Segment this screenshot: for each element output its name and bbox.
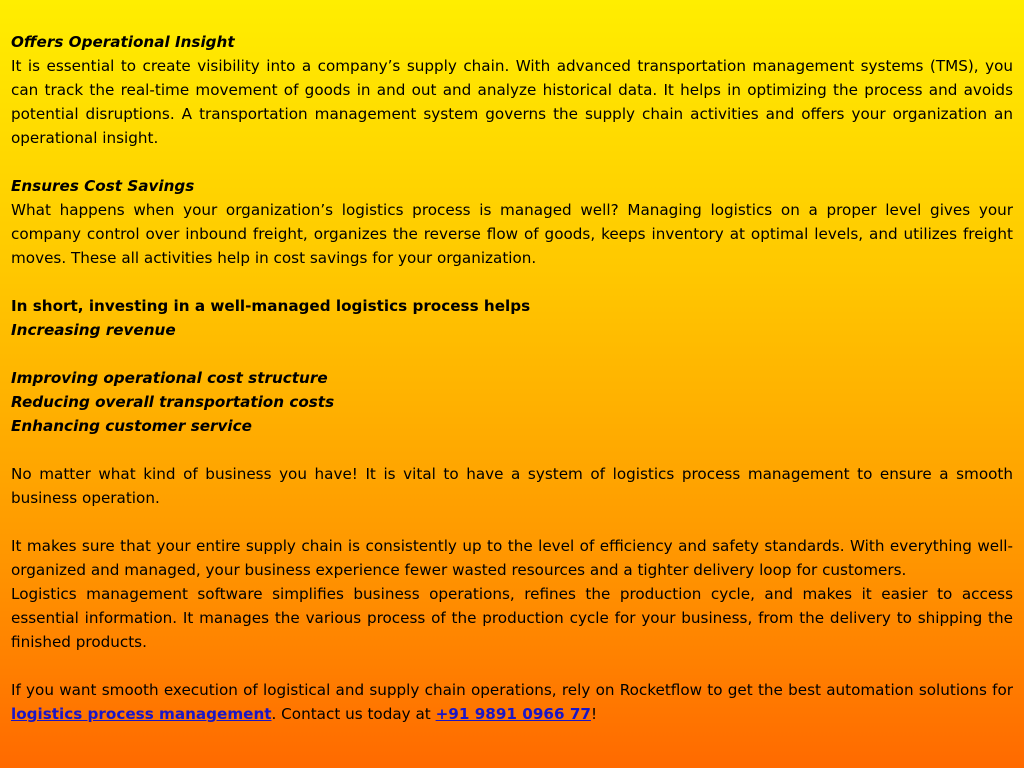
spacer (11, 510, 1013, 534)
section-heading-cost-savings: Ensures Cost Savings (11, 177, 195, 195)
spacer (11, 342, 1013, 366)
section-body-cost-savings: What happens when your organization’s logistics process is managed well? Managing logistics on a proper level gives your company control over inbound freight, organizes the reverse flow of goods, keeps inventory at optimal levels, and utilizes freight moves. These all activities help in cost savings for your organization. (11, 201, 1013, 267)
section-heading-operational-insight: Offers Operational Insight (11, 33, 235, 51)
logistics-process-management-link[interactable]: logistics process management (11, 705, 272, 723)
spacer (11, 654, 1013, 678)
paragraph-vital-system: No matter what kind of business you have! It is vital to have a system of logistics process management to ensure a smooth business operation. (11, 465, 1013, 507)
cta-text-middle: . Contact us today at (271, 705, 436, 723)
phone-number-link[interactable]: +91 9891 0966 77 (435, 705, 591, 723)
cta-text-before: If you want smooth execution of logistical and supply chain operations, rely on Rocketflow to get the best automation solutions for (11, 681, 1013, 699)
paragraph-software: Logistics management software simplifies business operations, refines the production cycle, and makes it easier to access essential information. It manages the various process of the production cycle for your business, from the delivery to shipping the finished products. (11, 585, 1013, 651)
summary-item-customer-service: Enhancing customer service (11, 417, 252, 435)
call-to-action (11, 678, 1013, 726)
cta-text-after: ! (590, 705, 598, 723)
spacer (11, 150, 1013, 174)
summary-intro: In short, investing in a well-managed logistics process helps (11, 297, 531, 315)
paragraph-supply-chain: It makes sure that your entire supply chain is consistently up to the level of efficiency and safety standards. With everything well-organized and managed, your business experience fewer wasted resources and a tighter delivery loop for customers. (11, 537, 1013, 579)
slide-content (11, 30, 1013, 726)
spacer (11, 438, 1013, 462)
summary-item-cost-structure: Improving operational cost structure (11, 369, 328, 387)
section-body-operational-insight: It is essential to create visibility into a company’s supply chain. With advanced transportation management systems (TMS), you can track the real-time movement of goods in and out and analyze historical data. It helps in optimizing the process and avoids potential disruptions. A transportation management system governs the supply chain activities and offers your organization an operational insight. (11, 57, 1013, 147)
spacer (11, 270, 1013, 294)
summary-item-transportation-costs: Reducing overall transportation costs (11, 393, 335, 411)
summary-item-revenue: Increasing revenue (11, 321, 176, 339)
